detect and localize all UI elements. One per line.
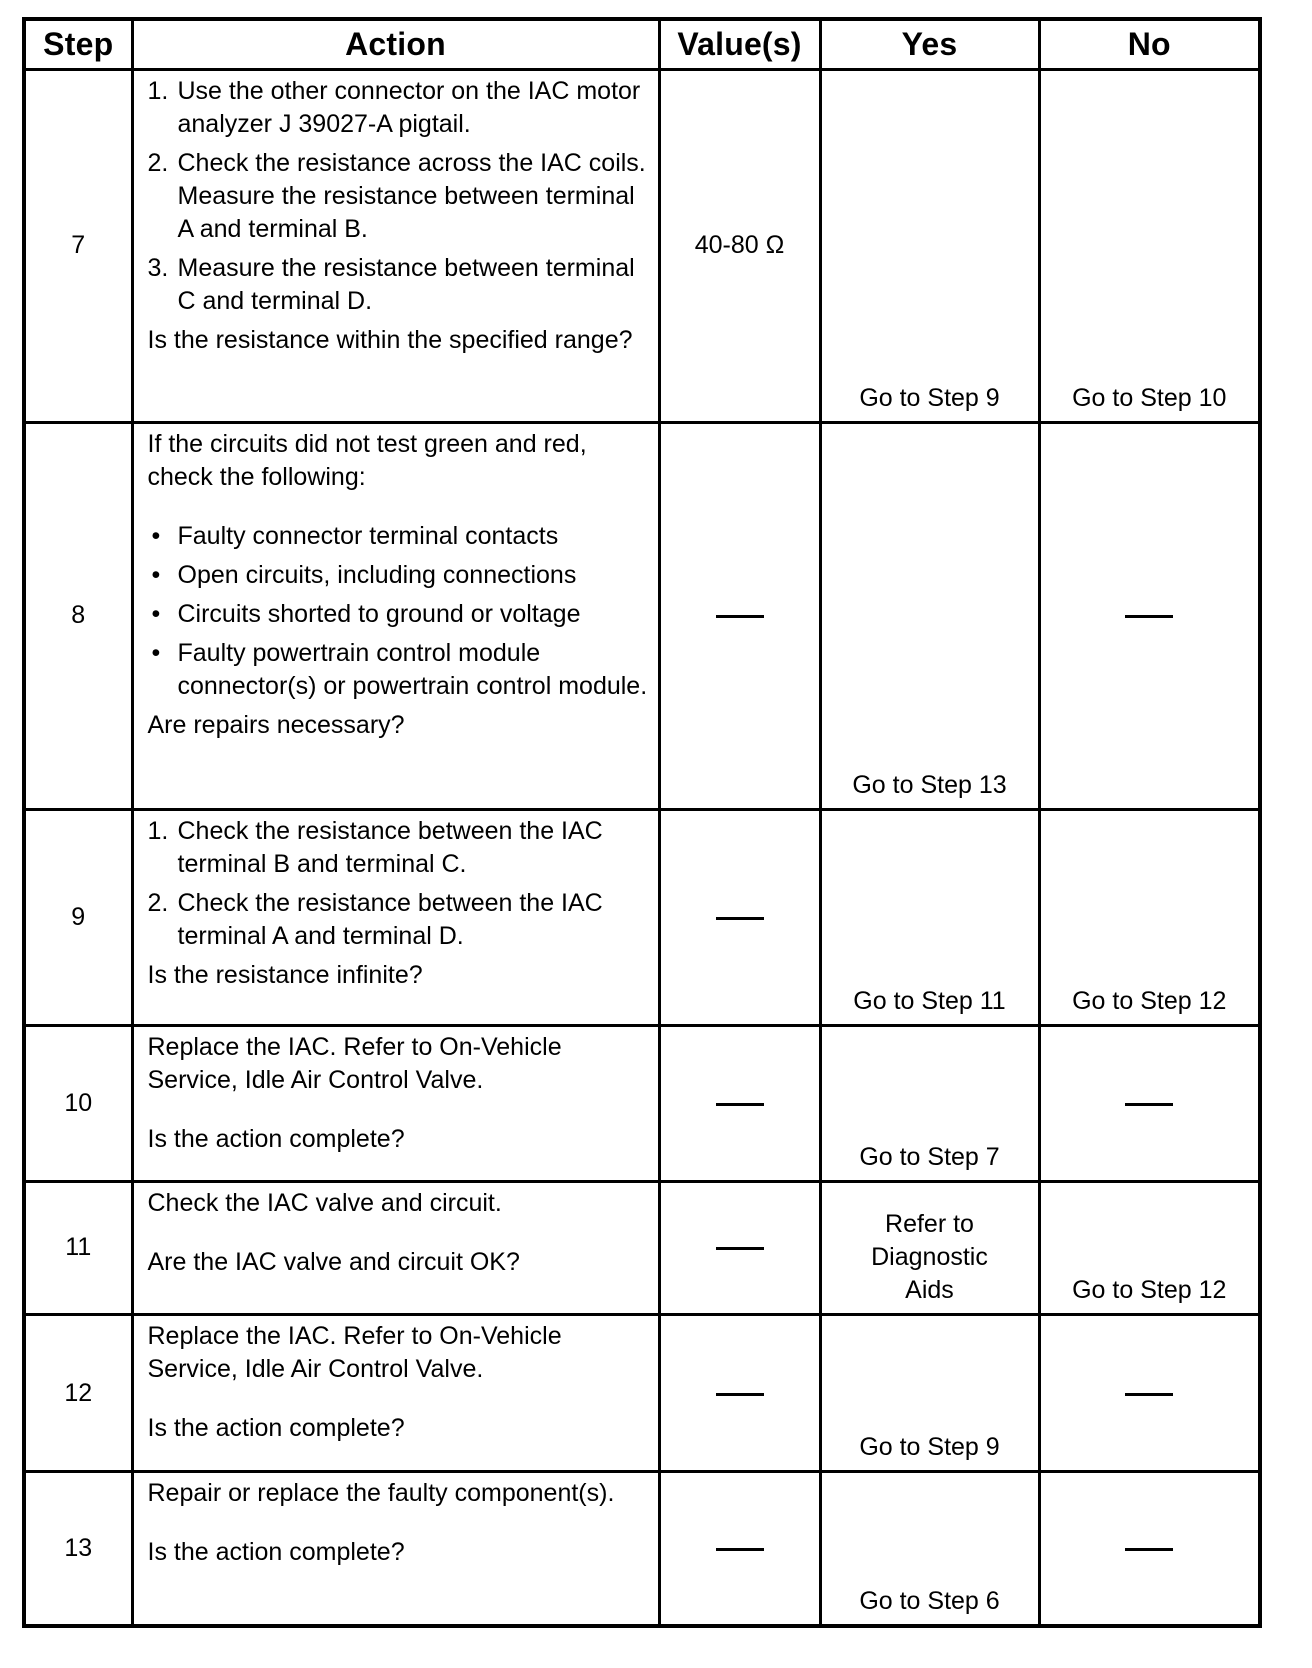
table-row [24, 422, 1260, 809]
yes-cell: Go to Step 6 [820, 1472, 1039, 1626]
action-question: Is the resistance within the specified range? [147, 326, 633, 354]
action-cell [132, 1472, 659, 1626]
action-intro: Repair or replace the faulty component(s). [147, 1479, 615, 1508]
no-cell: Go to Step 10 [1039, 70, 1260, 423]
step-number: 12 [24, 1314, 132, 1471]
value-cell [659, 1314, 820, 1471]
yes-cell: Go to Step 13 [820, 422, 1039, 809]
dash-mark [716, 1393, 764, 1396]
no-cell: Go to Step 12 [1039, 1182, 1260, 1315]
no-cell [1039, 1472, 1260, 1626]
table-row [24, 1025, 1260, 1181]
diagnostic-table [22, 17, 1262, 1628]
action-cell [132, 1182, 659, 1315]
table-row [24, 70, 1260, 423]
step-number: 13 [24, 1472, 132, 1626]
header-action: Action [132, 19, 659, 70]
step-number: 10 [24, 1025, 132, 1181]
action-question: Is the action complete? [147, 1413, 405, 1442]
action-step-item: 2. Check the resistance between the IAC terminal A and terminal D. [147, 888, 603, 950]
dash-mark [716, 1548, 764, 1551]
dash-mark [1125, 1393, 1173, 1396]
no-cell: Go to Step 12 [1039, 809, 1260, 1025]
value-cell [659, 809, 820, 1025]
step-number: 8 [24, 422, 132, 809]
value-cell [659, 422, 820, 809]
value-cell [659, 1025, 820, 1181]
dash-mark [716, 1247, 764, 1250]
action-step-item: 3. Measure the resistance between terminal C and terminal D. [147, 254, 635, 315]
value-cell: 40-80 Ω [659, 70, 820, 423]
yes-cell: Go to Step 11 [820, 809, 1039, 1025]
action-intro: Check the IAC valve and circuit. [147, 1189, 502, 1218]
step-number: 11 [24, 1182, 132, 1315]
action-step-item: 1. Use the other connector on the IAC motor analyzer J 39027-A pigtail. [147, 77, 641, 138]
value-cell [659, 1182, 820, 1315]
action-step-item: 2. Check the resistance across the IAC coils. Measure the resistance between terminal A and terminal B. [147, 149, 646, 243]
table-row [24, 1182, 1260, 1315]
dash-mark [1125, 615, 1173, 618]
action-bullet-item: • Faulty powertrain control module connector(s) or powertrain control module. [151, 638, 648, 700]
action-question: Is the action complete? [147, 1538, 405, 1567]
action-cell [132, 422, 659, 809]
action-question: Is the resistance infinite? [147, 960, 423, 989]
yes-cell: Go to Step 9 [820, 70, 1039, 423]
header-no: No [1039, 19, 1260, 70]
action-cell [132, 809, 659, 1025]
header-values: Value(s) [659, 19, 820, 70]
action-intro: If the circuits did not test green and red, check the following: [147, 429, 587, 491]
header-row [24, 19, 1260, 70]
dash-mark [1125, 1548, 1173, 1551]
table-row [24, 809, 1260, 1025]
step-number: 9 [24, 809, 132, 1025]
action-cell [132, 1025, 659, 1181]
action-intro: Replace the IAC. Refer to On-Vehicle Service, Idle Air Control Valve. [147, 1321, 562, 1383]
action-cell [132, 70, 659, 423]
action-bullet-item: • Circuits shorted to ground or voltage [151, 599, 581, 628]
action-step-item: 1. Check the resistance between the IAC terminal B and terminal C. [147, 816, 603, 878]
dash-mark [1125, 1103, 1173, 1106]
header-yes: Yes [820, 19, 1039, 70]
yes-cell: Go to Step 9 [820, 1314, 1039, 1471]
no-cell [1039, 1314, 1260, 1471]
dash-mark [716, 615, 764, 618]
action-bullet-item: • Open circuits, including connections [151, 560, 577, 589]
no-cell [1039, 1025, 1260, 1181]
dash-mark [716, 917, 764, 920]
action-bullet-item: • Faulty connector terminal contacts [151, 521, 559, 550]
step-number: 7 [24, 70, 132, 423]
action-question: Are the IAC valve and circuit OK? [147, 1248, 520, 1277]
value-cell [659, 1472, 820, 1626]
table-row [24, 1314, 1260, 1471]
table-row [24, 1472, 1260, 1626]
header-step: Step [24, 19, 132, 70]
yes-cell: Go to Step 7 [820, 1025, 1039, 1181]
dash-mark [716, 1103, 764, 1106]
action-cell [132, 1314, 659, 1471]
action-question: Are repairs necessary? [147, 710, 405, 739]
yes-cell: Refer to Diagnostic Aids [820, 1182, 1039, 1315]
action-question: Is the action complete? [147, 1124, 405, 1153]
action-intro: Replace the IAC. Refer to On-Vehicle Service, Idle Air Control Valve. [147, 1032, 562, 1094]
no-cell [1039, 422, 1260, 809]
